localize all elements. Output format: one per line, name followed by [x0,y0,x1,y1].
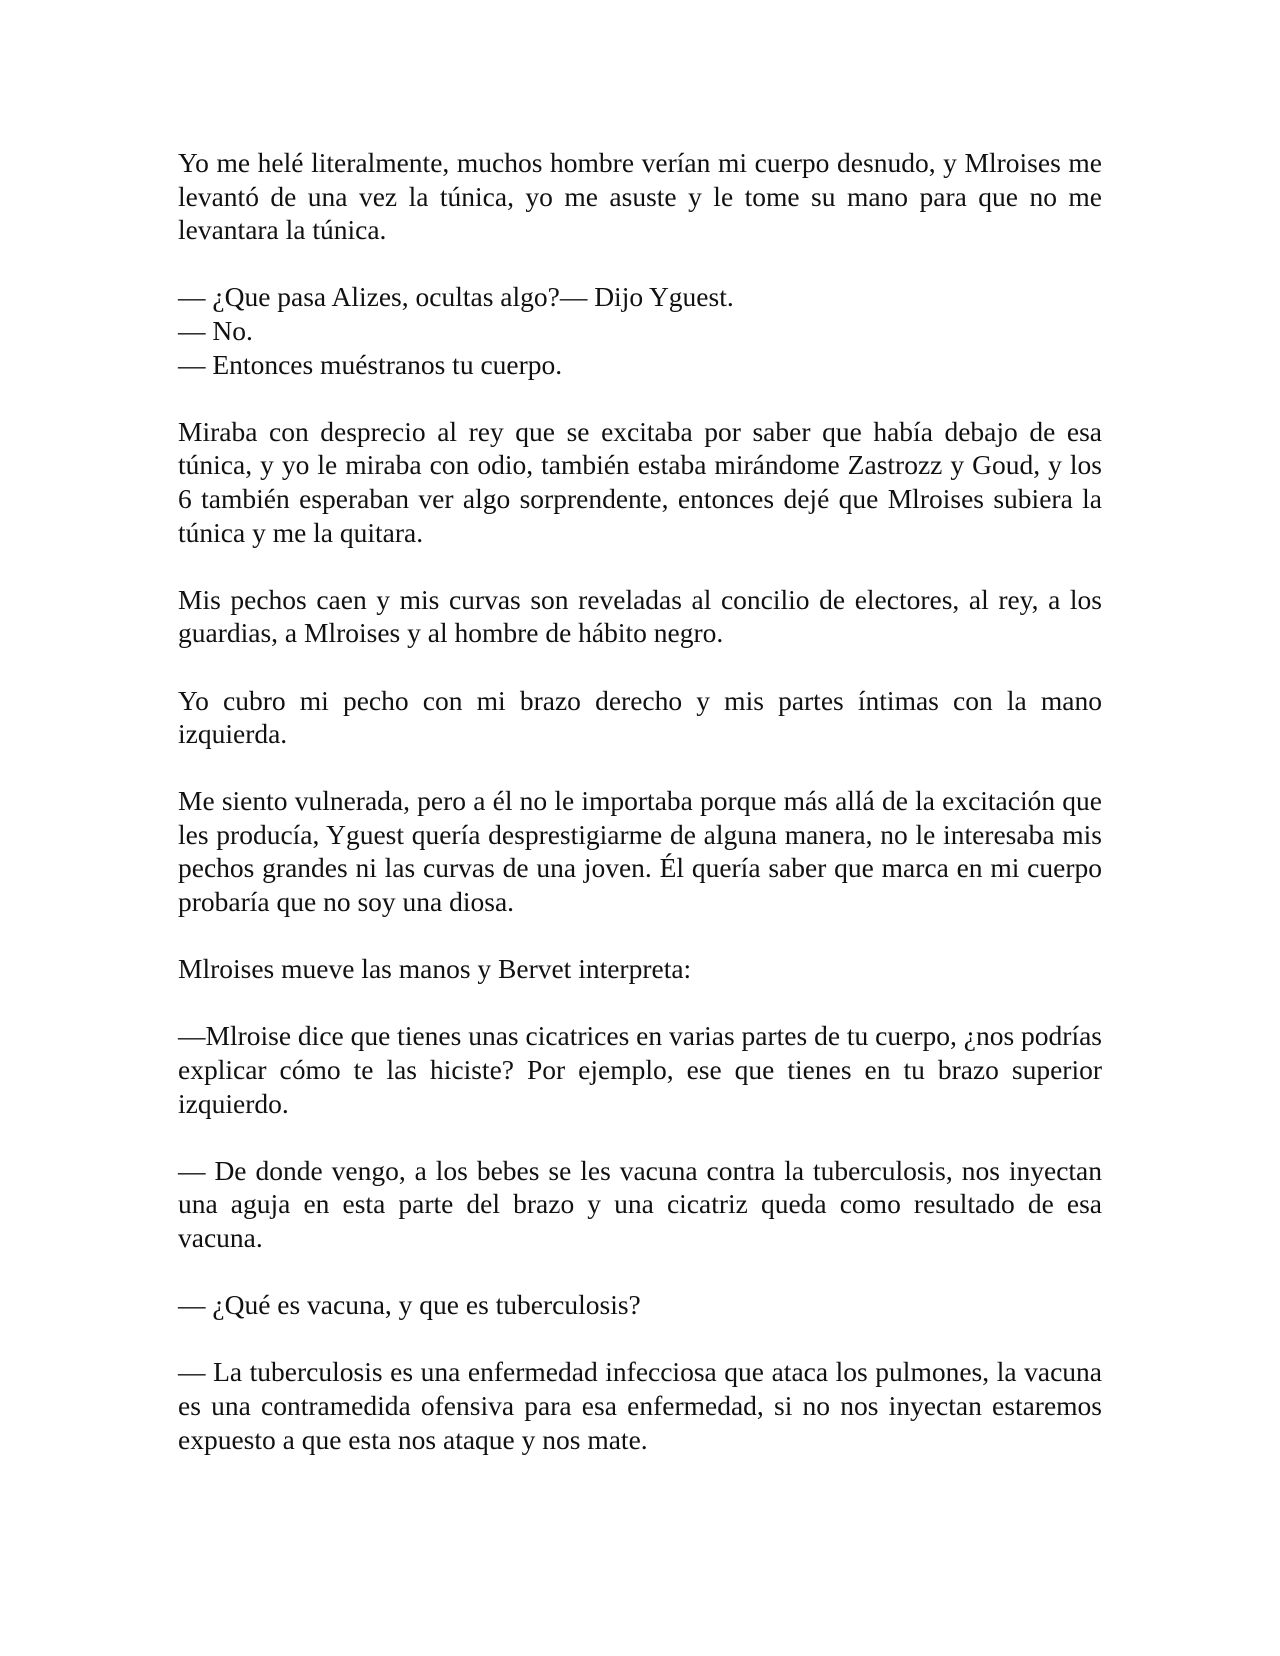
dialogue-block [178,280,1102,381]
paragraph: Mis pechos caen y mis curvas son reveladas al concilio de electores, al rey, a los guardias, a Mlroises y al hombre de hábito negro. [178,583,1102,649]
dialogue-line: — Entonces muéstranos tu cuerpo. [178,348,563,380]
paragraph: Yo me helé literalmente, muchos hombre verían mi cuerpo desnudo, y Mlroises me levantó de una vez la túnica, yo me asuste y le tome su mano para que no me levantara la túnica. [178,147,1102,246]
document-page [178,146,1102,1490]
paragraph: — La tuberculosis es una enfermedad infecciosa que ataca los pulmones, la vacuna es una contramedida ofensiva para esa enfermedad, si no nos inyectan estaremos expuesto a que esta nos ataque y nos mate. [178,1356,1102,1455]
paragraph: Miraba con desprecio al rey que se excitaba por saber que había debajo de esa túnica, y yo le miraba con odio, también estaba mirándome Zastrozz y Goud, y los 6 también esperaban ver algo sorprendente, entonces dejé que Mlroises subiera la túnica y me la quitara. [178,415,1102,548]
paragraph: Yo cubro mi pecho con mi brazo derecho y mis partes íntimas con la mano izquierda. [178,684,1102,750]
paragraph: Mlroises mueve las manos y Bervet interpreta: [178,953,692,985]
dialogue-line: — ¿Que pasa Alizes, ocultas algo?— Dijo Yguest. [178,281,734,313]
dialogue-line: — No. [178,314,253,346]
paragraph: — ¿Qué es vacuna, y que es tuberculosis? [178,1289,641,1321]
paragraph: — De donde vengo, a los bebes se les vacuna contra la tuberculosis, nos inyectan una aguja en esta parte del brazo y una cicatriz queda como resultado de esa vacuna. [178,1154,1102,1253]
paragraph: —Mlroise dice que tienes unas cicatrices en varias partes de tu cuerpo, ¿nos podrías explicar cómo te las hiciste? Por ejemplo, ese que tienes en tu brazo superior izquierdo. [178,1020,1102,1119]
paragraph: Me siento vulnerada, pero a él no le importaba porque más allá de la excitación que les producía, Yguest quería desprestigiarme de alguna manera, no le interesaba mis pechos grandes ni las curvas de una joven. Él quería saber que marca en mi cuerpo probaría que no soy una diosa. [178,785,1102,918]
